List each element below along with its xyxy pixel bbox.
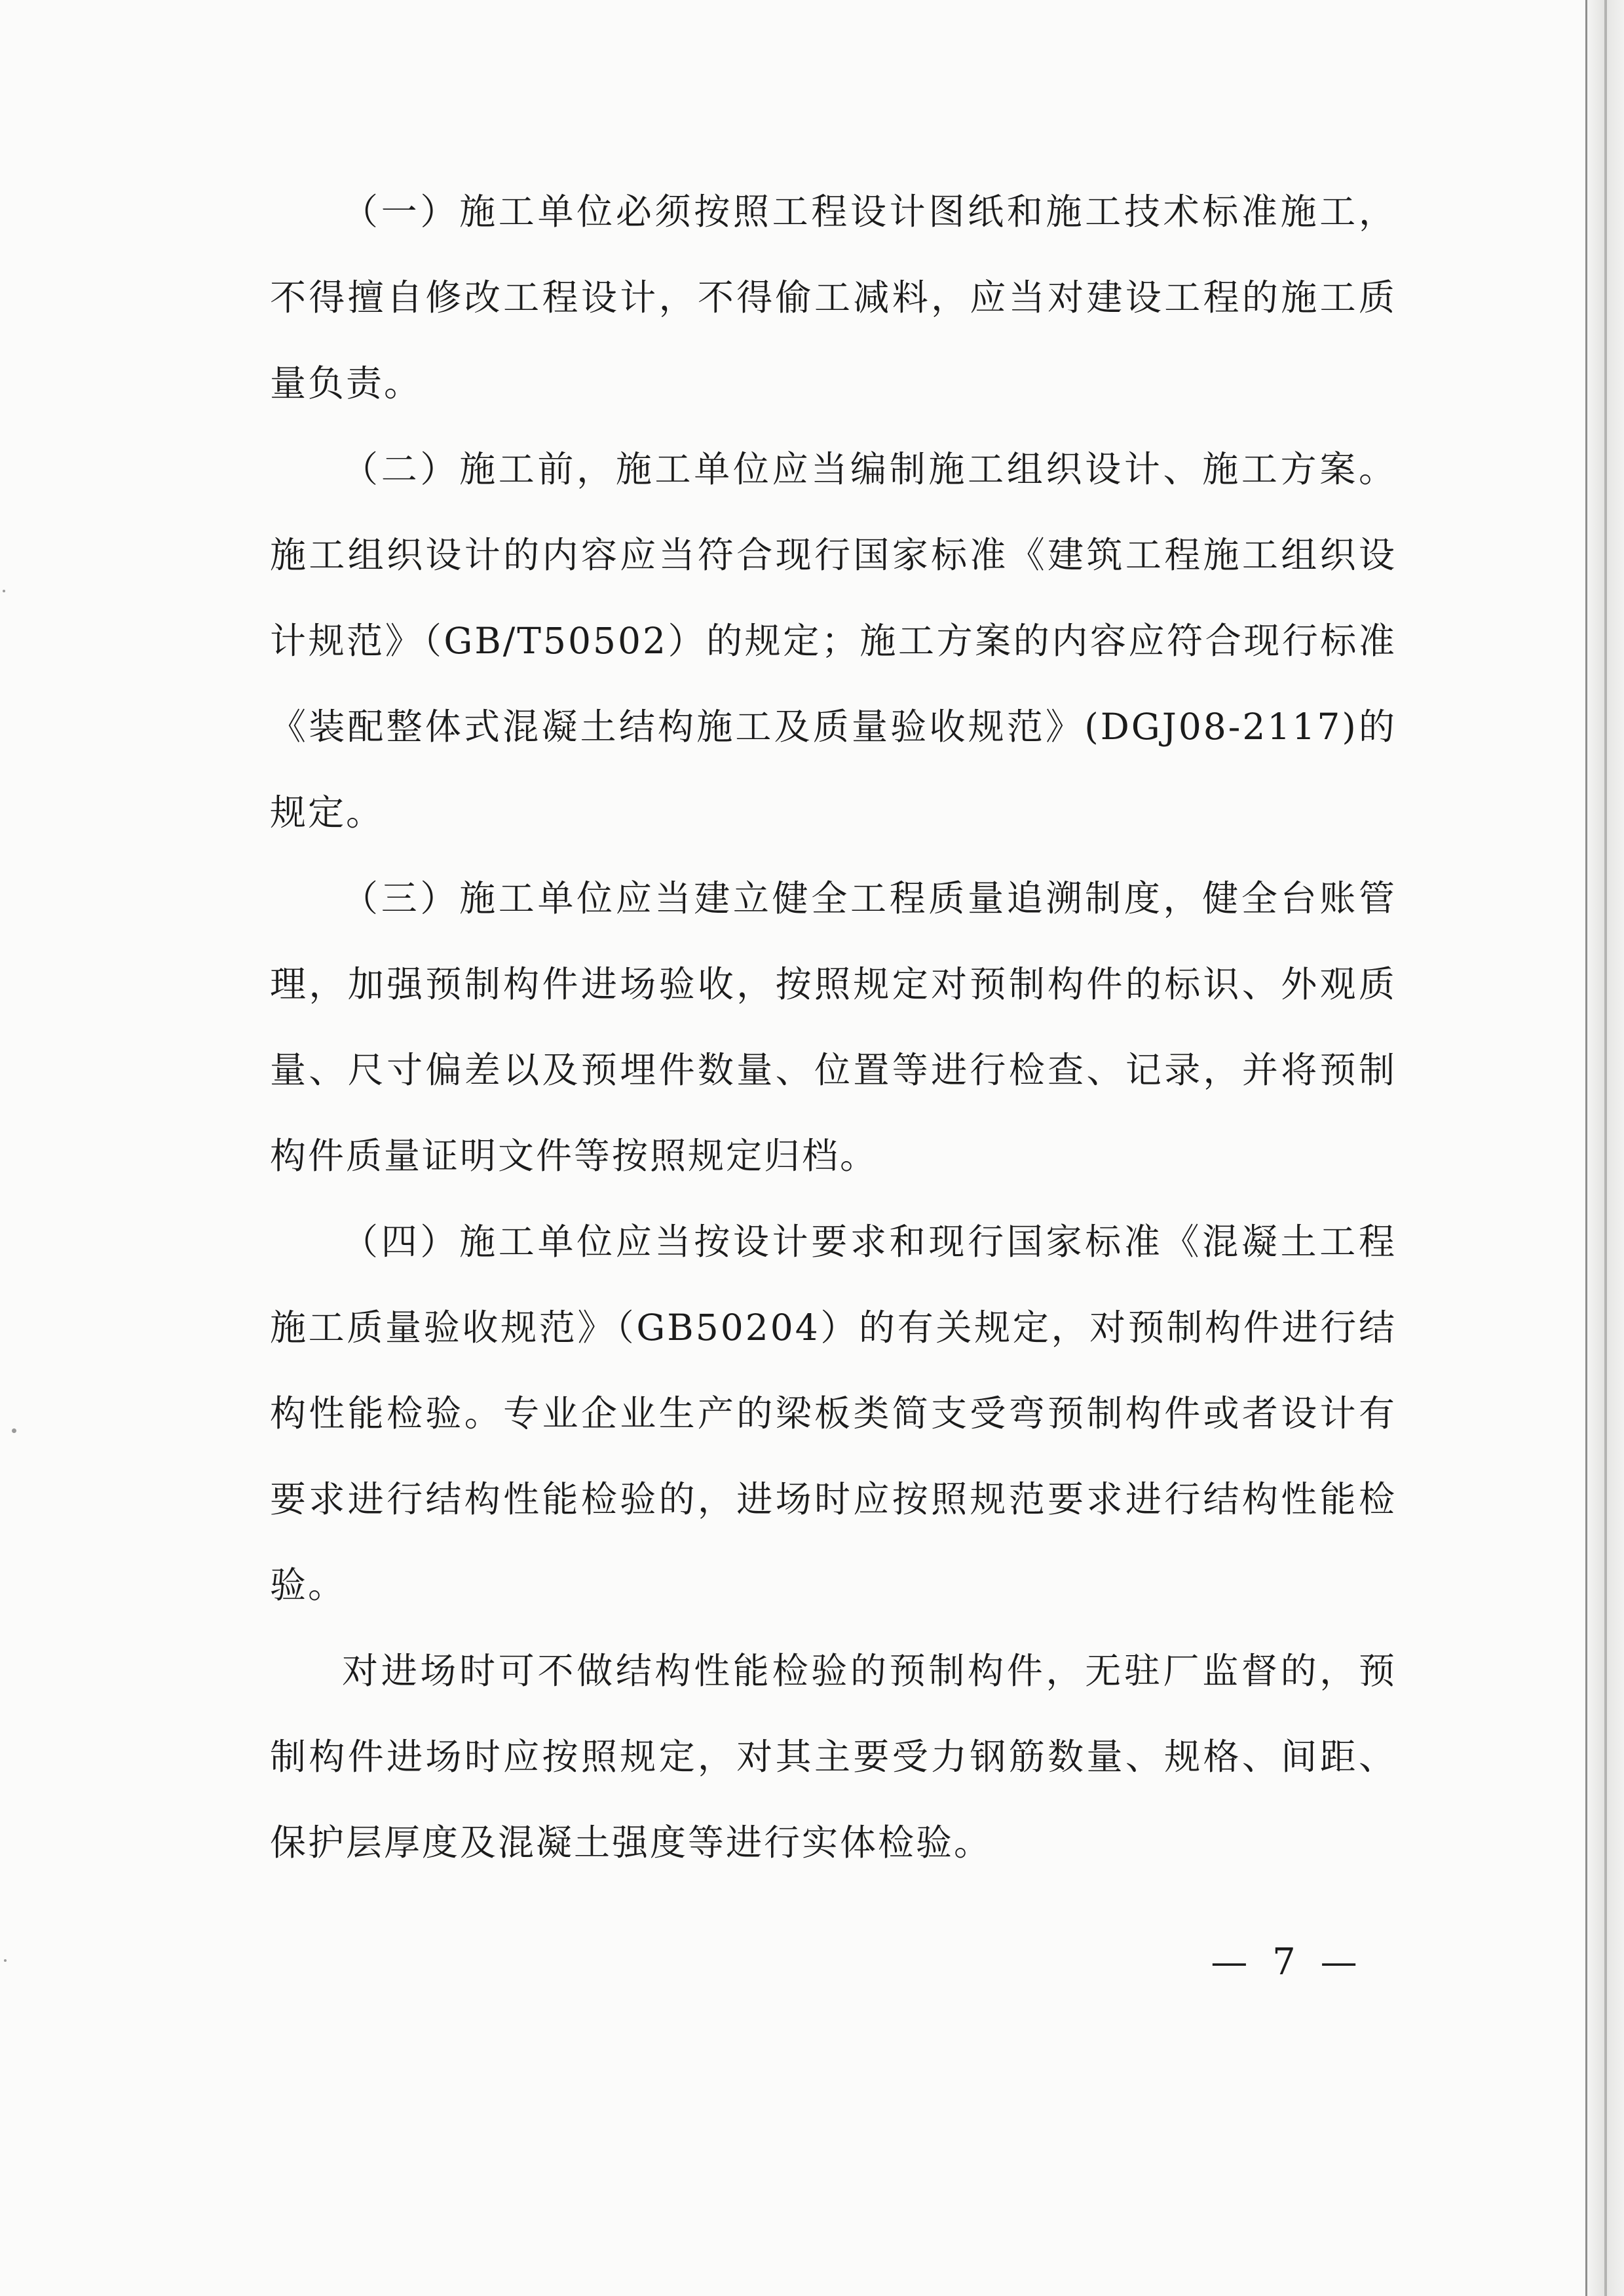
page-number: — 7 —: [1211, 1941, 1364, 1983]
paragraph-5: 对进场时可不做结构性能检验的预制构件，无驻厂监督的，预制构件进场时应按照规定，对其主要受力钢筋数量、规格、间距、保护层厚度及混凝土强度等进行实体检验。: [270, 1650, 1397, 1864]
scan-speck: [4, 1959, 7, 1962]
page-edge-shadow: [1585, 0, 1624, 2296]
page-edge-line: [1604, 0, 1607, 2296]
scan-speck: [3, 590, 5, 592]
paragraph-4: （四）施工单位应当按设计要求和现行国家标准《混凝土工程施工质量验收规范》（GB50204）的有关规定，对预制构件进行结构性能检验。专业企业生产的梁板类简支受弯预制构件或者设计有要求进行结构性能检验的，进场时应按照规范要求进行结构性能检验。: [270, 1221, 1397, 1606]
paragraph-1: （一）施工单位必须按照工程设计图纸和施工技术标准施工，不得擅自修改工程设计，不得偷工减料，应当对建设工程的施工质量负责。: [270, 191, 1397, 404]
document-body: [270, 169, 1397, 1886]
paragraph-2: （二）施工前，施工单位应当编制施工组织设计、施工方案。施工组织设计的内容应当符合现行国家标准《建筑工程施工组织设计规范》（GB/T50502）的规定；施工方案的内容应符合现行标准《装配整体式混凝土结构施工及质量验收规范》(DGJ08-2117)的规定。: [270, 448, 1397, 833]
paragraph-3: （三）施工单位应当建立健全工程质量追溯制度，健全台账管理，加强预制构件进场验收，按照规定对预制构件的标识、外观质量、尺寸偏差以及预埋件数量、位置等进行检查、记录，并将预制构件质量证明文件等按照规定归档。: [270, 877, 1397, 1177]
scan-speck: [12, 1428, 16, 1433]
